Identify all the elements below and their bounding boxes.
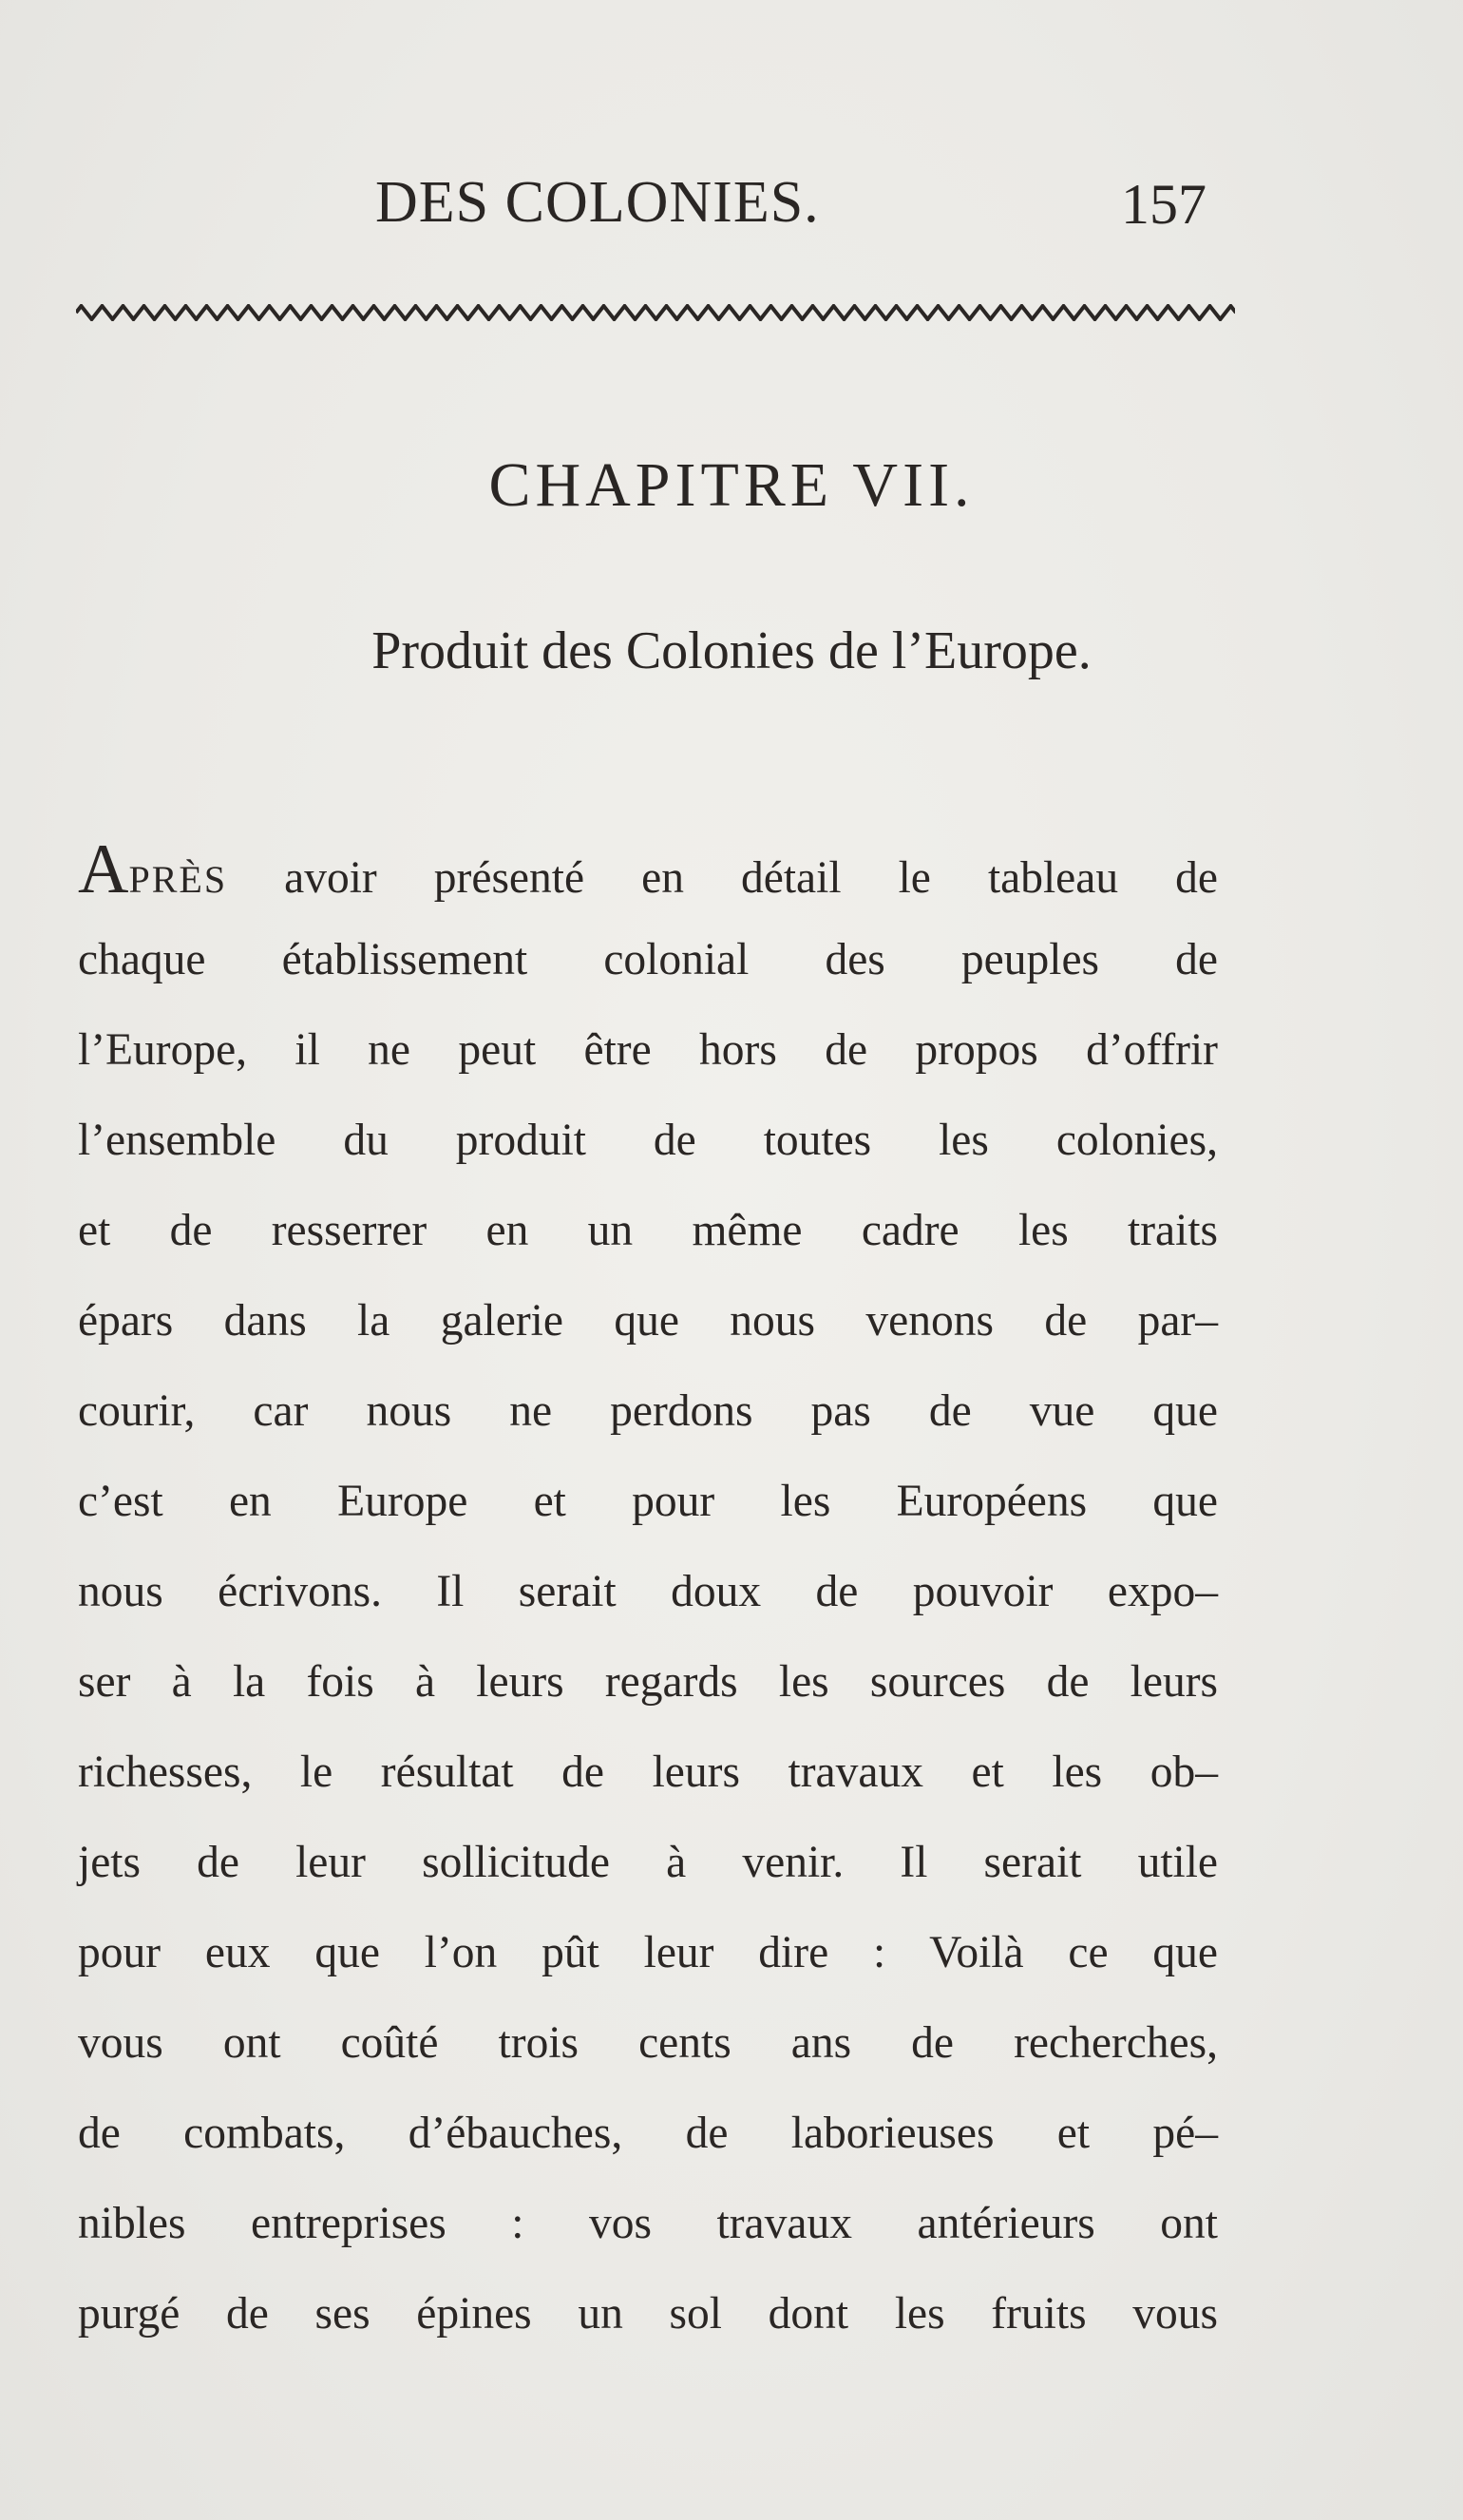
first-word-smallcaps: PRÈS: [128, 858, 228, 901]
text-line: nibles entreprises : vos travaux antérieurs ont: [78, 2199, 1218, 2248]
drop-capital: A: [78, 830, 129, 908]
text-line: richesses, le résultat de leurs travaux et les ob–: [78, 1747, 1218, 1797]
ornamental-rule: [76, 304, 1235, 321]
first-line: [78, 825, 1218, 915]
text-line: jets de leur sollicitude à venir. Il serait utile: [78, 1838, 1218, 1887]
text-line: ser à la fois à leurs regards les sources de leurs: [78, 1657, 1218, 1707]
text-line: purgé de ses épines un sol dont les fruits vous: [78, 2289, 1218, 2339]
text-line: chaque établissement colonial des peuples de: [78, 935, 1218, 984]
text-line: l’ensemble du produit de toutes les colonies,: [78, 1116, 1218, 1165]
text-line: de combats, d’ébauches, de laborieuses et pé–: [78, 2109, 1218, 2158]
text-line: nous écrivons. Il serait doux de pouvoir expo–: [78, 1567, 1218, 1616]
first-line-rest: avoir présenté en détail le tableau de: [227, 853, 1218, 903]
text-line: et de resserrer en un même cadre les traits: [78, 1206, 1218, 1255]
text-line: vous ont coûté trois cents ans de recherches,: [78, 2018, 1218, 2068]
body-text: [78, 825, 1218, 2359]
chapter-heading: CHAPITRE VII.: [488, 450, 975, 520]
chapter-subtitle: Produit des Colonies de l’Europe.: [371, 621, 1092, 680]
text-line: épars dans la galerie que nous venons de par–: [78, 1296, 1218, 1346]
page-number: 157: [1121, 173, 1206, 236]
running-title: DES COLONIES.: [375, 170, 820, 235]
text-line: l’Europe, il ne peut être hors de propos d’offrir: [78, 1025, 1218, 1075]
text-line: c’est en Europe et pour les Européens que: [78, 1477, 1218, 1526]
running-head: [0, 160, 1463, 245]
text-line: pour eux que l’on pût leur dire : Voilà ce que: [78, 1928, 1218, 1977]
text-line: courir, car nous ne perdons pas de vue que: [78, 1386, 1218, 1436]
